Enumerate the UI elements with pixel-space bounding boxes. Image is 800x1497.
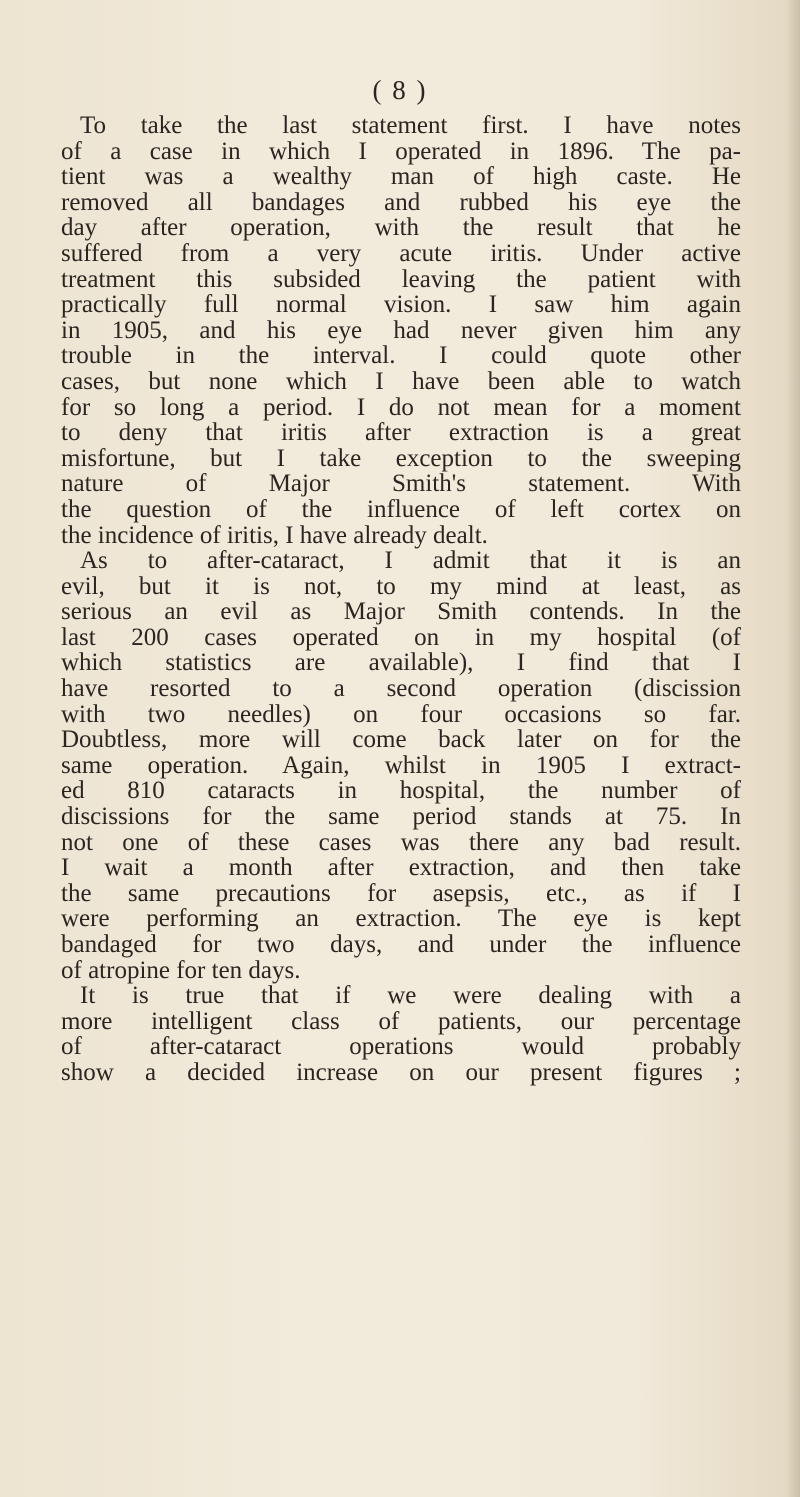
text-line: nature of Major Smith's statement. With [61,470,741,498]
text-line: the question of the influence of left cortex on [61,495,741,523]
text-line: serious an evil as Major Smith contends. In the [61,598,741,626]
text-line: in 1905, and his eye had never given him any [61,316,741,344]
text-line: show a decided increase on our present figures ; [61,1058,741,1086]
page-edge-shadow [786,0,800,1497]
text-line: suffered from a very acute iritis. Under active [61,239,741,267]
text-line: with two needles) on four occasions so far. [61,700,741,728]
text-line: misfortune, but I take exception to the sweeping [61,444,741,472]
text-line: discissions for the same period stands at 75. In [61,803,741,831]
text-line: not one of these cases was there any bad result. [61,828,741,856]
page-number: ( 8 ) [372,75,428,105]
text-line: last 200 cases operated on in my hospital (of [61,623,741,651]
text-line: trouble in the interval. I could quote other [61,342,741,370]
text-line: to deny that iritis after extraction is a great [61,419,741,447]
text-line: It is true that if we were dealing with a [80,982,741,1010]
text-line: cases, but none which I have been able to watch [61,367,741,395]
text-line: evil, but it is not, to my mind at least, as [61,572,741,600]
text-line: of a case in which I operated in 1896. The pa- [61,137,741,165]
text-line: I wait a month after extraction, and then take [61,854,741,882]
text-line: practically full normal vision. I saw him again [61,291,741,319]
text-line: tient was a wealthy man of high caste. He [61,163,741,191]
text-line: were performing an extraction. The eye is kept [61,905,741,933]
text-line: more intelligent class of patients, our percentage [61,1007,741,1035]
text-line: Doubtless, more will come back later on for the [61,726,741,754]
text-line: the incidence of iritis, I have already dealt. [61,521,488,549]
text-line: of atropine for ten days. [61,956,301,984]
text-line: the same precautions for asepsis, etc., as if I [61,879,741,907]
text-line: ed 810 cataracts in hospital, the number of [61,777,741,805]
text-line: bandaged for two days, and under the influence [61,931,741,958]
body-text [61,113,741,1086]
text-line: treatment this subsided leaving the patient with [61,265,741,293]
text-line: As to after-cataract, I admit that it is an [80,547,741,575]
text-line: have resorted to a second operation (discission [61,675,741,703]
text-line: which statistics are available), I find that I [61,649,741,677]
text-line: removed all bandages and rubbed his eye the [61,188,741,216]
text-line: same operation. Again, whilst in 1905 I extract- [61,751,741,779]
text-line: of after-cataract operations would probably [61,1033,741,1061]
text-line: for so long a period. I do not mean for a moment [61,393,741,421]
text-line: day after operation, with the result that he [61,214,741,242]
text-line: To take the last statement first. I have notes [80,112,741,139]
